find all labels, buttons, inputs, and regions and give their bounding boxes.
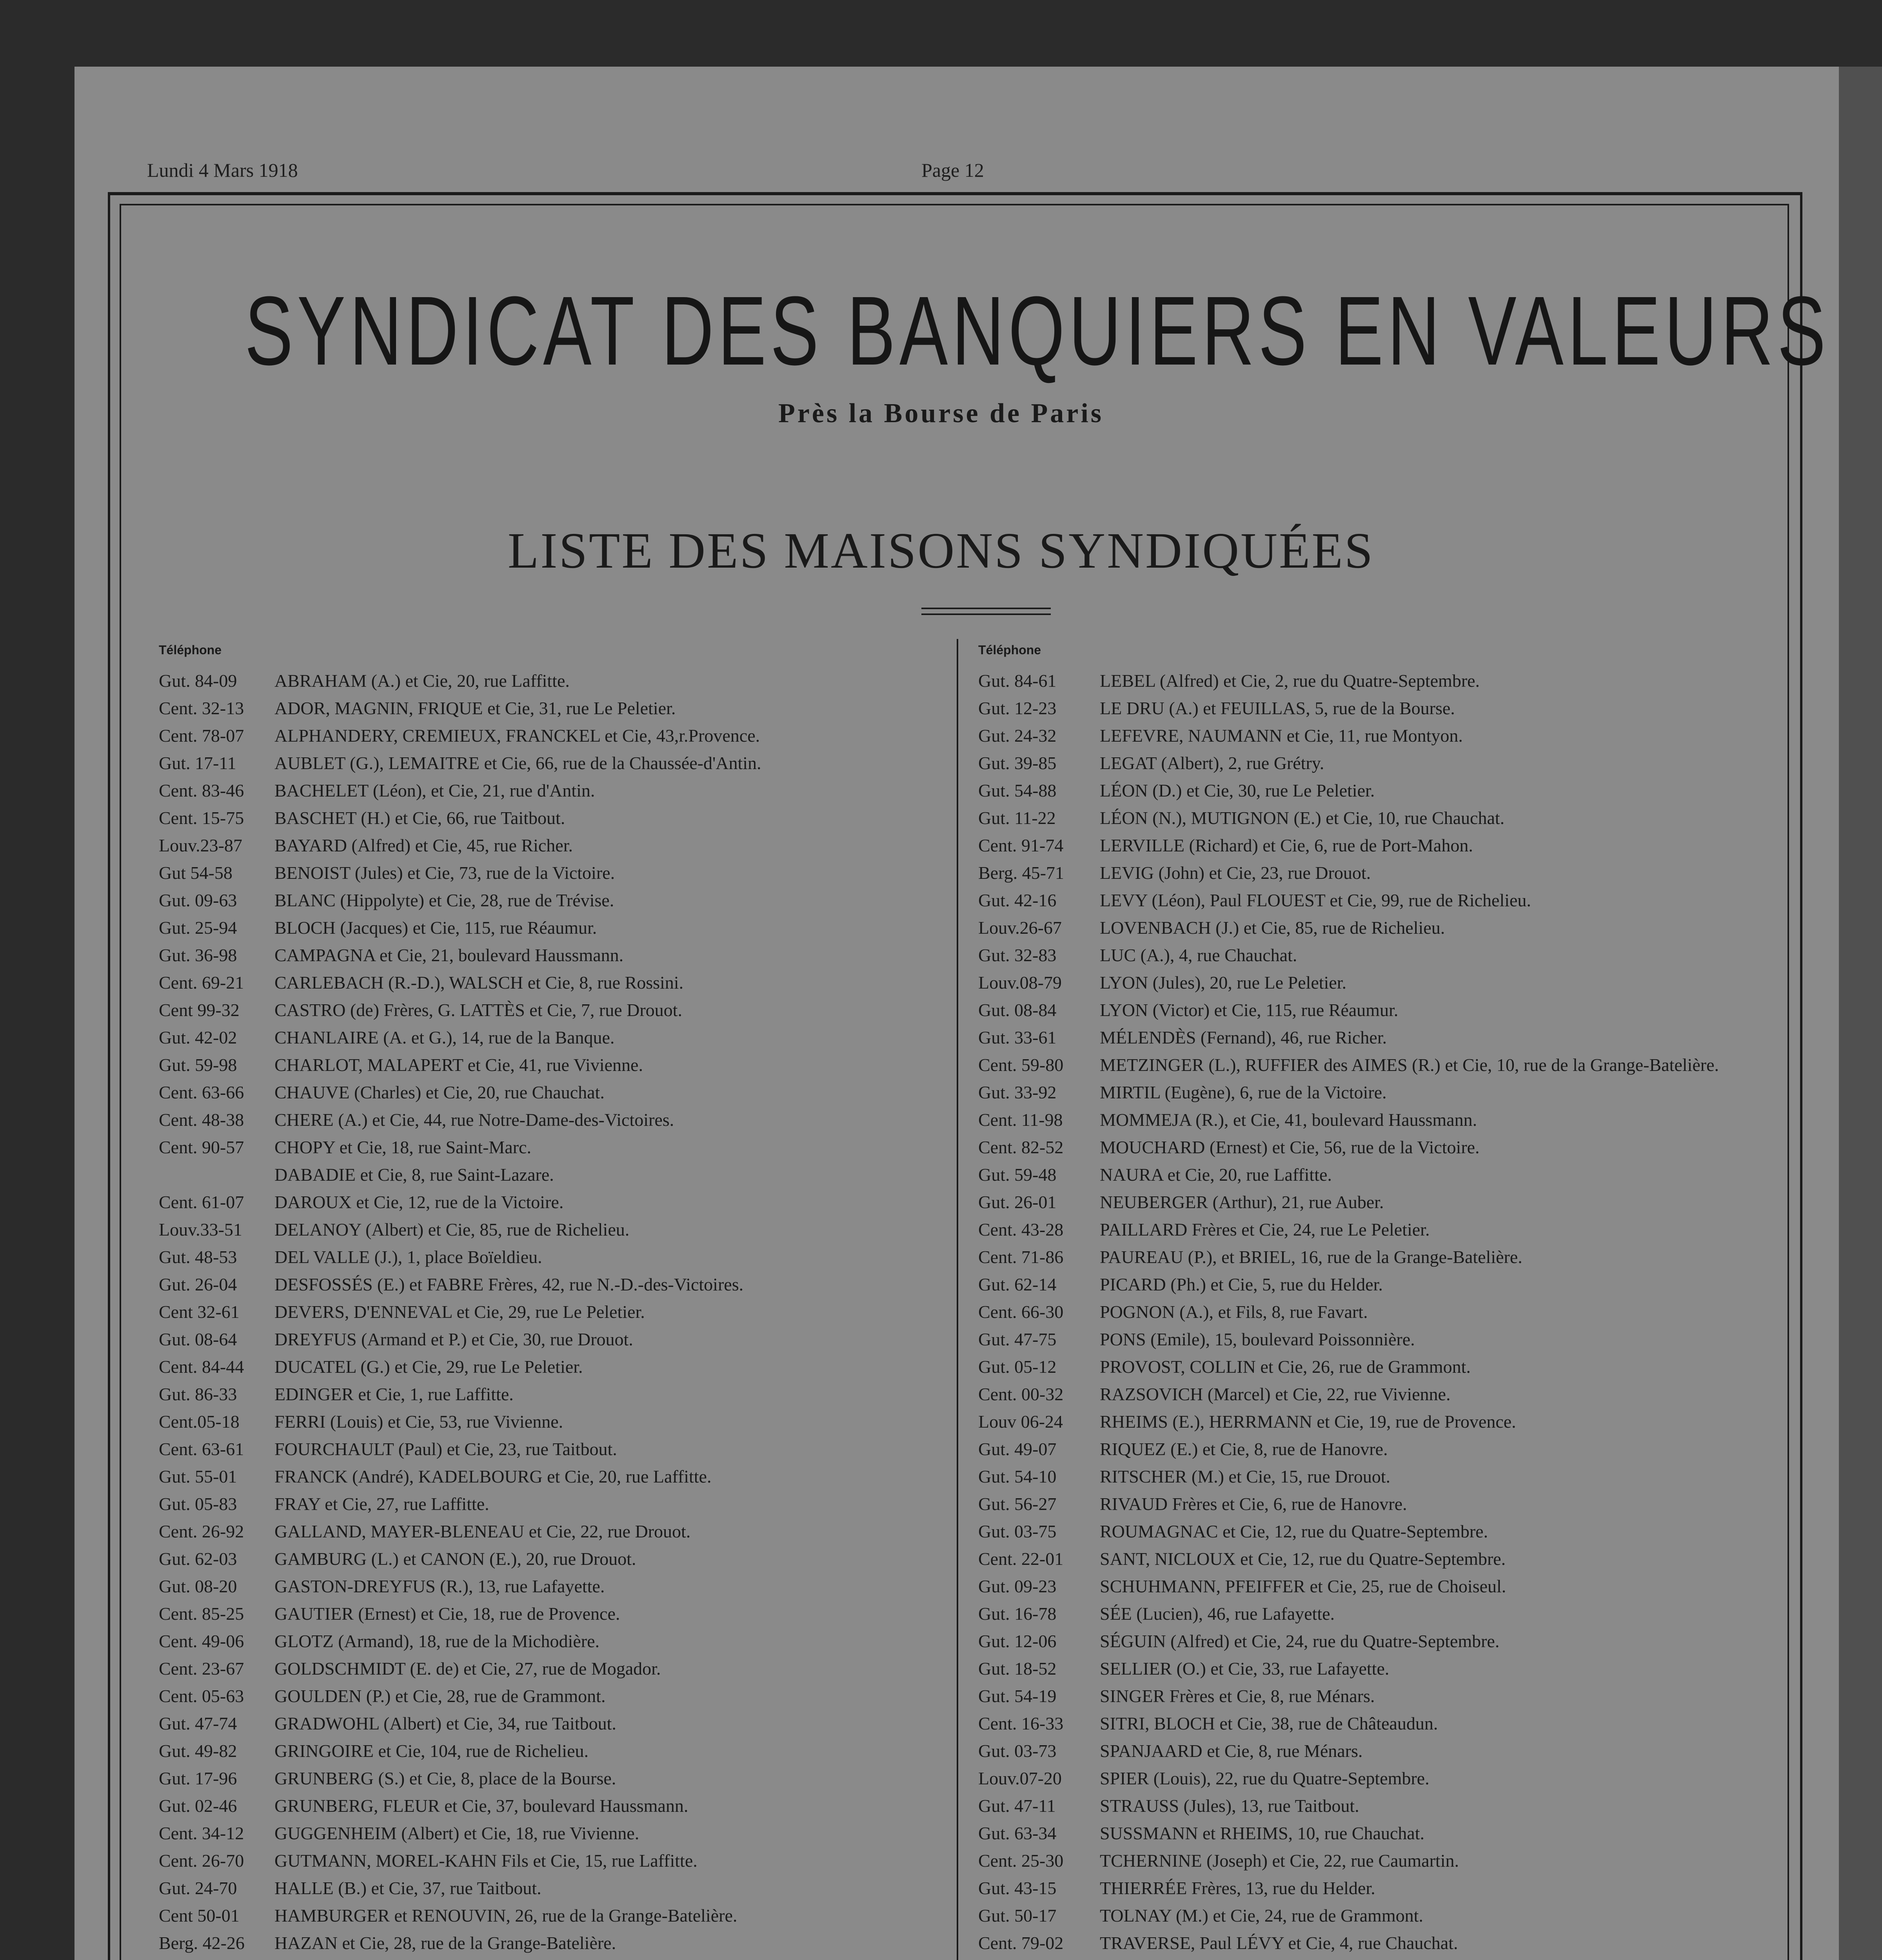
- entry-name: RAZSOVICH (Marcel) et Cie, 22, rue Vivienne.: [1100, 1384, 1451, 1404]
- entry-phone: Gut. 16-78: [978, 1604, 1057, 1624]
- entry-phone: Gut. 54-19: [978, 1686, 1057, 1706]
- divider-rule: [921, 613, 1051, 615]
- entry-name: RITSCHER (M.) et Cie, 15, rue Drouot.: [1100, 1466, 1391, 1486]
- entry-name: SANT, NICLOUX et Cie, 12, rue du Quatre-Septembre.: [1100, 1549, 1506, 1569]
- entry-phone: Gut. 12-23: [978, 698, 1057, 718]
- entry-phone: Cent. 90-57: [159, 1137, 244, 1157]
- entry-phone: Gut. 09-23: [978, 1576, 1057, 1596]
- entry-name: PAILLARD Frères et Cie, 24, rue Le Peletier.: [1100, 1220, 1430, 1240]
- entry-name: CHARLOT, MALAPERT et Cie, 41, rue Vivienne.: [274, 1055, 643, 1075]
- entry-phone: Cent. 83-46: [159, 780, 244, 800]
- entry-phone: Cent. 34-12: [159, 1823, 244, 1843]
- entry-phone: Gut. 03-73: [978, 1741, 1057, 1761]
- entry-name: BAYARD (Alfred) et Cie, 45, rue Richer.: [274, 835, 573, 855]
- entry-name: CHANLAIRE (A. et G.), 14, rue de la Banque.: [274, 1027, 615, 1047]
- entry-phone: Gut. 43-15: [978, 1878, 1057, 1898]
- entry-phone: Gut. 49-07: [978, 1439, 1057, 1459]
- entry-phone: Gut. 55-01: [159, 1466, 237, 1486]
- entry-name: GUGGENHEIM (Albert) et Cie, 18, rue Vivienne.: [274, 1823, 639, 1843]
- entry-phone: Cent 99-32: [159, 1000, 240, 1020]
- entry-phone: Gut. 47-75: [978, 1329, 1057, 1349]
- entry-phone: Cent. 71-86: [978, 1247, 1064, 1267]
- entry-phone: Louv.26-67: [978, 918, 1062, 938]
- entry-name: BENOIST (Jules) et Cie, 73, rue de la Victoire.: [274, 863, 615, 883]
- entry-name: SÉE (Lucien), 46, rue Lafayette.: [1100, 1604, 1335, 1624]
- entry-name: FERRI (Louis) et Cie, 53, rue Vivienne.: [274, 1412, 563, 1432]
- column-divider: [957, 639, 958, 1960]
- entry-name: PROVOST, COLLIN et Cie, 26, rue de Grammont.: [1100, 1357, 1471, 1377]
- entry-name: GUTMANN, MOREL-KAHN Fils et Cie, 15, rue Laffitte.: [274, 1851, 698, 1871]
- entry-phone: Cent. 91-74: [978, 835, 1064, 855]
- telephone-label-right: Téléphone: [978, 643, 1041, 657]
- entry-phone: Cent. 25-30: [978, 1851, 1064, 1871]
- entry-phone: Gut. 08-20: [159, 1576, 237, 1596]
- entry-phone: Gut. 18-52: [978, 1659, 1057, 1679]
- entry-phone: Gut. 11-22: [978, 808, 1056, 828]
- entry-phone: Cent. 63-66: [159, 1082, 244, 1102]
- entry-name: NAURA et Cie, 20, rue Laffitte.: [1100, 1165, 1332, 1185]
- entry-name: LEVY (Léon), Paul FLOUEST et Cie, 99, rue de Richelieu.: [1100, 890, 1531, 910]
- entry-name: GALLAND, MAYER-BLENEAU et Cie, 22, rue Drouot.: [274, 1521, 691, 1541]
- entry-name: FOURCHAULT (Paul) et Cie, 23, rue Taitbout.: [274, 1439, 617, 1459]
- entry-name: LYON (Victor) et Cie, 115, rue Réaumur.: [1100, 1000, 1399, 1020]
- entry-name: TRAVERSE, Paul LÉVY et Cie, 4, rue Chauchat.: [1100, 1933, 1458, 1953]
- entry-phone: Cent. 85-25: [159, 1604, 244, 1624]
- entry-name: SÉGUIN (Alfred) et Cie, 24, rue du Quatre-Septembre.: [1100, 1631, 1500, 1651]
- entry-phone: Gut. 05-83: [159, 1494, 237, 1514]
- entry-name: RHEIMS (E.), HERRMANN et Cie, 19, rue de Provence.: [1100, 1412, 1516, 1432]
- entry-name: GOLDSCHMIDT (E. de) et Cie, 27, rue de Mogador.: [274, 1659, 661, 1679]
- entry-phone: Gut. 36-98: [159, 945, 237, 965]
- entry-name: PAUREAU (P.), et BRIEL, 16, rue de la Grange-Batelière.: [1100, 1247, 1522, 1267]
- entry-phone: Cent. 26-70: [159, 1851, 244, 1871]
- entry-phone: Gut. 63-34: [978, 1823, 1057, 1843]
- entry-phone: Louv.23-87: [159, 835, 242, 855]
- entry-phone: Gut. 48-53: [159, 1247, 237, 1267]
- entry-name: CHERE (A.) et Cie, 44, rue Notre-Dame-des-Victoires.: [274, 1110, 674, 1130]
- entry-name: HAMBURGER et RENOUVIN, 26, rue de la Grange-Batelière.: [274, 1906, 738, 1926]
- entry-phone: Cent.05-18: [159, 1412, 240, 1432]
- issue-date: Lundi 4 Mars 1918: [147, 159, 298, 181]
- entry-phone: Cent. 16-33: [978, 1713, 1064, 1733]
- entry-name: AUBLET (G.), LEMAITRE et Cie, 66, rue de la Chaussée-d'Antin.: [274, 753, 761, 773]
- page-number: Page 12: [921, 159, 984, 181]
- entry-name: CAMPAGNA et Cie, 21, boulevard Haussmann.: [274, 945, 624, 965]
- entry-name: LEBEL (Alfred) et Cie, 2, rue du Quatre-Septembre.: [1100, 671, 1480, 691]
- entry-phone: Gut. 56-27: [978, 1494, 1057, 1514]
- entry-name: STRAUSS (Jules), 13, rue Taitbout.: [1100, 1796, 1359, 1816]
- entry-name: SPANJAARD et Cie, 8, rue Ménars.: [1100, 1741, 1363, 1761]
- entry-name: ABRAHAM (A.) et Cie, 20, rue Laffitte.: [274, 671, 570, 691]
- page-title: SYNDICAT DES BANQUIERS EN VALEURS: [245, 276, 1830, 385]
- entry-name: SINGER Frères et Cie, 8, rue Ménars.: [1100, 1686, 1375, 1706]
- entry-phone: Cent. 78-07: [159, 726, 244, 746]
- entry-phone: Gut. 59-48: [978, 1165, 1057, 1185]
- entry-name: DESFOSSÉS (E.) et FABRE Frères, 42, rue N.-D.-des-Victoires.: [274, 1274, 744, 1294]
- entry-name: SITRI, BLOCH et Cie, 38, rue de Châteaudun.: [1100, 1713, 1438, 1733]
- divider-rule: [921, 608, 1051, 609]
- entry-phone: Gut. 32-83: [978, 945, 1057, 965]
- entry-name: LUC (A.), 4, rue Chauchat.: [1100, 945, 1297, 965]
- entry-phone: Cent. 61-07: [159, 1192, 244, 1212]
- entry-name: DEL VALLE (J.), 1, place Boïeldieu.: [274, 1247, 542, 1267]
- entry-name: LÉON (D.) et Cie, 30, rue Le Peletier.: [1100, 780, 1375, 800]
- entry-phone: Gut. 02-46: [159, 1796, 237, 1816]
- entry-name: DABADIE et Cie, 8, rue Saint-Lazare.: [274, 1165, 554, 1185]
- entry-name: PONS (Emile), 15, boulevard Poissonnière.: [1100, 1329, 1415, 1349]
- entry-phone: Gut. 17-11: [159, 753, 236, 773]
- entry-name: PICARD (Ph.) et Cie, 5, rue du Helder.: [1100, 1274, 1383, 1294]
- entry-name: GASTON-DREYFUS (R.), 13, rue Lafayette.: [274, 1576, 605, 1596]
- list-heading: LISTE DES MAISONS SYNDIQUÉES: [507, 523, 1375, 579]
- entry-name: CASTRO (de) Frères, G. LATTÈS et Cie, 7, rue Drouot.: [274, 1000, 682, 1020]
- entry-phone: Cent 32-61: [159, 1302, 240, 1322]
- entry-name: MIRTIL (Eugène), 6, rue de la Victoire.: [1100, 1082, 1387, 1102]
- entry-phone: Cent. 66-30: [978, 1302, 1064, 1322]
- entry-phone: Cent. 69-21: [159, 973, 244, 993]
- entry-name: FRANCK (André), KADELBOURG et Cie, 20, rue Laffitte.: [274, 1466, 712, 1486]
- entry-name: LE DRU (A.) et FEUILLAS, 5, rue de la Bourse.: [1100, 698, 1455, 718]
- entry-phone: Cent. 63-61: [159, 1439, 244, 1459]
- entry-name: DUCATEL (G.) et Cie, 29, rue Le Peletier.: [274, 1357, 583, 1377]
- entry-phone: Cent. 59-80: [978, 1055, 1064, 1075]
- entry-name: ADOR, MAGNIN, FRIQUE et Cie, 31, rue Le Peletier.: [274, 698, 676, 718]
- entry-phone: Gut. 84-09: [159, 671, 237, 691]
- entry-phone: Gut. 05-12: [978, 1357, 1057, 1377]
- entry-phone: Cent. 11-98: [978, 1110, 1063, 1130]
- entry-phone: Gut. 24-70: [159, 1878, 237, 1898]
- page-edge: [1839, 67, 1882, 1960]
- entry-phone: Berg. 45-71: [978, 863, 1064, 883]
- entry-name: EDINGER et Cie, 1, rue Laffitte.: [274, 1384, 514, 1404]
- entry-name: METZINGER (L.), RUFFIER des AIMES (R.) et Cie, 10, rue de la Grange-Batelière.: [1100, 1055, 1719, 1075]
- entry-name: DAROUX et Cie, 12, rue de la Victoire.: [274, 1192, 564, 1212]
- entry-name: BACHELET (Léon), et Cie, 21, rue d'Antin.: [274, 780, 595, 800]
- entry-name: DREYFUS (Armand et P.) et Cie, 30, rue Drouot.: [274, 1329, 633, 1349]
- entry-name: THIERRÉE Frères, 13, rue du Helder.: [1100, 1878, 1375, 1898]
- entry-name: DELANOY (Albert) et Cie, 85, rue de Richelieu.: [274, 1220, 630, 1240]
- entry-name: GOULDEN (P.) et Cie, 28, rue de Grammont.: [274, 1686, 606, 1706]
- entry-name: GRADWOHL (Albert) et Cie, 34, rue Taitbout.: [274, 1713, 616, 1733]
- entry-name: GAMBURG (L.) et CANON (E.), 20, rue Drouot.: [274, 1549, 636, 1569]
- entry-phone: Gut. 33-61: [978, 1027, 1057, 1047]
- entry-phone: Gut. 50-17: [978, 1906, 1057, 1926]
- entry-name: MOUCHARD (Ernest) et Cie, 56, rue de la Victoire.: [1100, 1137, 1480, 1157]
- entry-phone: Gut. 08-84: [978, 1000, 1057, 1020]
- entry-phone: Gut. 25-94: [159, 918, 237, 938]
- entry-phone: Gut. 42-02: [159, 1027, 237, 1047]
- entry-phone: Berg. 42-26: [159, 1933, 245, 1953]
- entry-name: ALPHANDERY, CREMIEUX, FRANCKEL et Cie, 43,r.Provence.: [274, 726, 760, 746]
- entry-name: GRUNBERG, FLEUR et Cie, 37, boulevard Haussmann.: [274, 1796, 688, 1816]
- entry-phone: Gut. 49-82: [159, 1741, 237, 1761]
- entry-phone: Louv.07-20: [978, 1768, 1062, 1788]
- entry-phone: Gut. 59-98: [159, 1055, 237, 1075]
- entry-phone: Louv.08-79: [978, 973, 1062, 993]
- entry-name: BLANC (Hippolyte) et Cie, 28, rue de Trévise.: [274, 890, 614, 910]
- entry-phone: Louv.33-51: [159, 1220, 242, 1240]
- entry-name: LEFEVRE, NAUMANN et Cie, 11, rue Montyon.: [1100, 726, 1463, 746]
- entry-name: LEVIG (John) et Cie, 23, rue Drouot.: [1100, 863, 1371, 883]
- entry-phone: Cent. 48-38: [159, 1110, 244, 1130]
- entry-phone: Gut. 17-96: [159, 1768, 237, 1788]
- entry-name: TOLNAY (M.) et Cie, 24, rue de Grammont.: [1100, 1906, 1423, 1926]
- entry-name: SCHUHMANN, PFEIFFER et Cie, 25, rue de Choiseul.: [1100, 1576, 1506, 1596]
- entry-name: HALLE (B.) et Cie, 37, rue Taitbout.: [274, 1878, 541, 1898]
- entry-name: FRAY et Cie, 27, rue Laffitte.: [274, 1494, 489, 1514]
- entry-phone: Gut. 47-11: [978, 1796, 1056, 1816]
- entry-phone: Cent. 82-52: [978, 1137, 1064, 1157]
- entry-name: DEVERS, D'ENNEVAL et Cie, 29, rue Le Peletier.: [274, 1302, 645, 1322]
- entry-name: POGNON (A.), et Fils, 8, rue Favart.: [1100, 1302, 1368, 1322]
- entry-name: GRUNBERG (S.) et Cie, 8, place de la Bourse.: [274, 1768, 616, 1788]
- entry-phone: Cent. 05-63: [159, 1686, 244, 1706]
- entry-name: TCHERNINE (Joseph) et Cie, 22, rue Caumartin.: [1100, 1851, 1459, 1871]
- entry-name: GLOTZ (Armand), 18, rue de la Michodière.: [274, 1631, 599, 1651]
- entry-name: HAZAN et Cie, 28, rue de la Grange-Batelière.: [274, 1933, 616, 1953]
- entry-phone: Gut. 33-92: [978, 1082, 1057, 1102]
- entry-name: SPIER (Louis), 22, rue du Quatre-Septembre.: [1100, 1768, 1430, 1788]
- entry-name: LYON (Jules), 20, rue Le Peletier.: [1100, 973, 1346, 993]
- entry-name: SUSSMANN et RHEIMS, 10, rue Chauchat.: [1100, 1823, 1424, 1843]
- entry-name: CHAUVE (Charles) et Cie, 20, rue Chauchat.: [274, 1082, 605, 1102]
- entry-name: MOMMEJA (R.), et Cie, 41, boulevard Haussmann.: [1100, 1110, 1477, 1130]
- entry-phone: Cent. 84-44: [159, 1357, 244, 1377]
- entry-phone: Gut. 42-16: [978, 890, 1057, 910]
- entry-phone: Gut. 08-64: [159, 1329, 237, 1349]
- entry-phone: Gut. 39-85: [978, 753, 1057, 773]
- entry-phone: Gut 54-58: [159, 863, 233, 883]
- telephone-label-left: Téléphone: [159, 643, 222, 657]
- entry-phone: Gut. 62-14: [978, 1274, 1057, 1294]
- entry-phone: Gut. 54-88: [978, 780, 1057, 800]
- entry-name: MÉLENDÈS (Fernand), 46, rue Richer.: [1100, 1027, 1387, 1047]
- entry-phone: Gut. 54-10: [978, 1466, 1057, 1486]
- entry-name: LOVENBACH (J.) et Cie, 85, rue de Richelieu.: [1100, 918, 1445, 938]
- entry-phone: Gut. 26-01: [978, 1192, 1057, 1212]
- entry-phone: Gut. 03-75: [978, 1521, 1057, 1541]
- entry-name: BASCHET (H.) et Cie, 66, rue Taitbout.: [274, 808, 565, 828]
- entry-name: LERVILLE (Richard) et Cie, 6, rue de Port-Mahon.: [1100, 835, 1473, 855]
- entry-name: BLOCH (Jacques) et Cie, 115, rue Réaumur.: [274, 918, 597, 938]
- entry-name: ROUMAGNAC et Cie, 12, rue du Quatre-Septembre.: [1100, 1521, 1488, 1541]
- entry-phone: Cent. 43-28: [978, 1220, 1064, 1240]
- entry-phone: Gut. 24-32: [978, 726, 1057, 746]
- entry-phone: Cent 50-01: [159, 1906, 240, 1926]
- entry-phone: Cent. 22-01: [978, 1549, 1064, 1569]
- entry-phone: Cent. 49-06: [159, 1631, 244, 1651]
- entry-phone: Cent. 00-32: [978, 1384, 1064, 1404]
- entry-phone: Gut. 09-63: [159, 890, 237, 910]
- entry-name: CHOPY et Cie, 18, rue Saint-Marc.: [274, 1137, 531, 1157]
- page-subtitle: Près la Bourse de Paris: [778, 398, 1104, 428]
- entry-phone: Cent. 23-67: [159, 1659, 244, 1679]
- entry-name: GAUTIER (Ernest) et Cie, 18, rue de Provence.: [274, 1604, 620, 1624]
- entry-name: GRINGOIRE et Cie, 104, rue de Richelieu.: [274, 1741, 589, 1761]
- entry-phone: Louv 06-24: [978, 1412, 1063, 1432]
- entry-phone: Gut. 86-33: [159, 1384, 237, 1404]
- entry-phone: Cent. 15-75: [159, 808, 244, 828]
- entry-name: RIVAUD Frères et Cie, 6, rue de Hanovre.: [1100, 1494, 1407, 1514]
- entry-name: NEUBERGER (Arthur), 21, rue Auber.: [1100, 1192, 1384, 1212]
- entry-phone: Gut. 47-74: [159, 1713, 237, 1733]
- entry-phone: Gut. 84-61: [978, 671, 1057, 691]
- entry-name: SELLIER (O.) et Cie, 33, rue Lafayette.: [1100, 1659, 1390, 1679]
- entry-name: RIQUEZ (E.) et Cie, 8, rue de Hanovre.: [1100, 1439, 1388, 1459]
- entry-name: LEGAT (Albert), 2, rue Grétry.: [1100, 753, 1324, 773]
- entry-name: LÉON (N.), MUTIGNON (E.) et Cie, 10, rue Chauchat.: [1100, 808, 1505, 828]
- entry-phone: Cent. 32-13: [159, 698, 244, 718]
- entry-phone: Gut. 62-03: [159, 1549, 237, 1569]
- entry-name: CARLEBACH (R.-D.), WALSCH et Cie, 8, rue Rossini.: [274, 973, 684, 993]
- entry-phone: Cent. 26-92: [159, 1521, 244, 1541]
- entry-phone: Gut. 26-04: [159, 1274, 237, 1294]
- entry-phone: Cent. 79-02: [978, 1933, 1064, 1953]
- entry-phone: Gut. 12-06: [978, 1631, 1057, 1651]
